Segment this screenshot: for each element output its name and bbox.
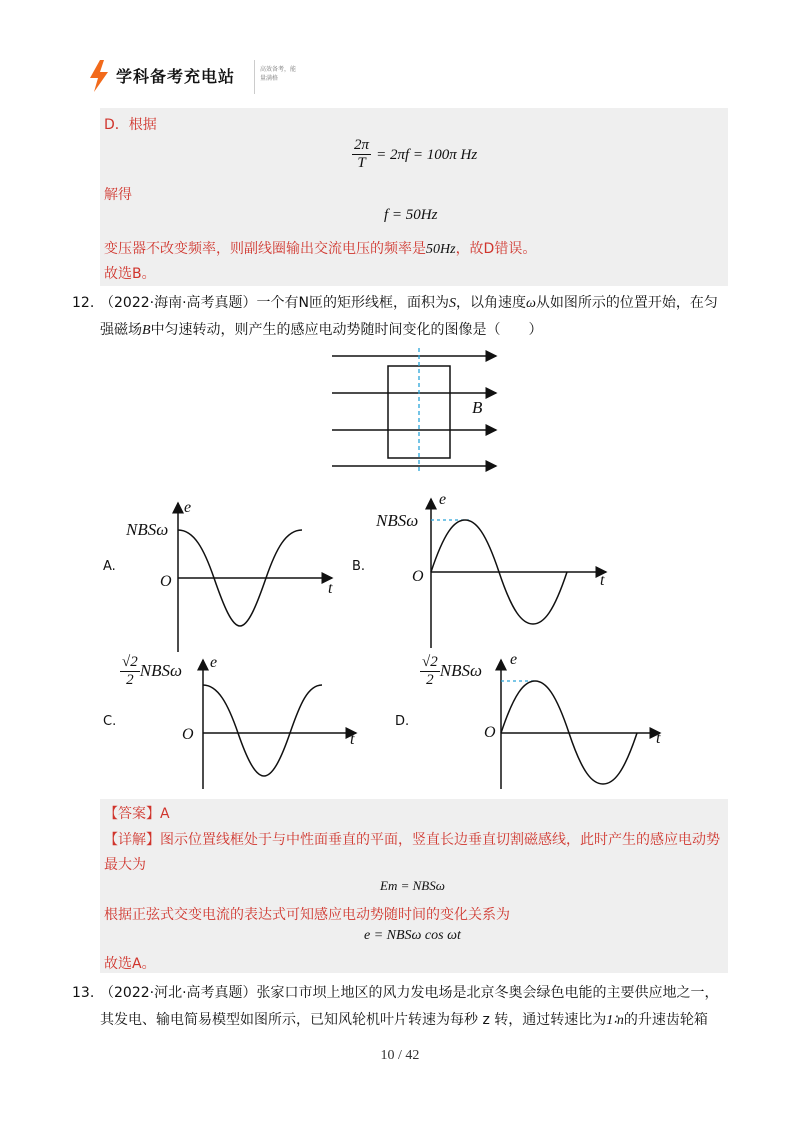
q12-text-e: 中匀速转动，则产生的感应电动势随时间变化的图像是（ ） xyxy=(150,322,543,338)
option-d-axis-t: t xyxy=(656,730,661,747)
option-d-graph xyxy=(492,654,668,794)
option-a-origin: O xyxy=(160,573,172,590)
option-c-origin: O xyxy=(182,726,194,743)
q12-eq-e: e = NBSω cos ωt xyxy=(364,928,461,943)
logo-divider xyxy=(254,60,255,94)
option-b-amplitude: NBSω xyxy=(376,511,419,530)
conclusion-value: 50Hz xyxy=(426,242,456,257)
q13-line-2 xyxy=(100,1007,708,1034)
option-c-amp-den: 2 xyxy=(126,672,134,688)
prev-conclusion xyxy=(104,238,536,258)
option-d-origin: O xyxy=(484,724,496,741)
eq1-denominator: T xyxy=(357,155,366,171)
q13-line-1: （2022·河北·高考真题）张家口市坝上地区的风力发电场是北京冬奥会绿色电能的主要供应地之一， xyxy=(100,985,719,1001)
q12-choose: 故选A。 xyxy=(104,956,156,972)
option-d-amp-text: NBSω xyxy=(439,661,482,680)
q13-ratio: 1∶n xyxy=(606,1013,624,1028)
field-label: B xyxy=(472,398,483,417)
option-a-axis-e: e xyxy=(184,499,192,516)
prev-d-head: D．根据 xyxy=(104,117,157,133)
option-c-amplitude xyxy=(120,654,182,689)
option-c-amp-num: √2 xyxy=(122,654,138,670)
option-a-amplitude: NBSω xyxy=(126,520,169,539)
option-c-axis-e: e xyxy=(210,654,218,671)
conclusion-text-b: ，故D错误。 xyxy=(455,241,537,257)
q13-text-a: 其发电、输电简易模型如图所示，已知风轮机叶片转速为每秒 z 转，通过转速比为 xyxy=(100,1012,607,1028)
option-c-axis-t: t xyxy=(350,731,355,748)
q12-answer: 【答案】A xyxy=(104,806,170,822)
option-b-letter: B. xyxy=(352,559,366,574)
option-b-graph xyxy=(422,493,614,653)
logo-subtitle: 高效备考，能量满格 xyxy=(260,66,297,82)
q12-eq-em: Em = NBSω xyxy=(380,878,445,893)
prev-equation-2: f = 50Hz xyxy=(384,207,438,223)
q12-var-b: B xyxy=(142,323,151,338)
option-c-letter: C. xyxy=(103,714,117,729)
option-d-letter: D. xyxy=(395,714,410,729)
q13-number: 13. xyxy=(72,985,95,1001)
eq1-rest: = 2πf = 100π Hz xyxy=(376,147,478,163)
eq1-numerator: 2π xyxy=(354,137,370,153)
q12-text-a: （2022·海南·高考真题）一个有N匝的矩形线框，面积为 xyxy=(100,295,450,311)
page-number: 10 / 42 xyxy=(380,1048,420,1063)
site-logo xyxy=(88,58,297,96)
option-c-amp-text: NBSω xyxy=(139,661,182,680)
option-b-origin: O xyxy=(412,568,424,585)
logo-text: 学科备考充电站 xyxy=(116,67,236,86)
option-a-letter: A. xyxy=(103,559,116,574)
option-d-amplitude xyxy=(420,654,482,689)
q12-line-2 xyxy=(100,317,543,344)
q13-text-b: 的升速齿轮箱 xyxy=(623,1012,708,1028)
lightning-icon xyxy=(88,60,110,92)
q12-text-b: ，以角速度 xyxy=(456,295,527,311)
prev-choose: 故选B。 xyxy=(104,266,156,282)
q12-text-c: 从如图所示的位置开始，在匀 xyxy=(535,295,718,311)
option-c-graph xyxy=(194,654,364,794)
conclusion-text-a: 变压器不改变频率，则副线圈输出交流电压的频率是 xyxy=(104,241,426,257)
q12-detail-line-3: 根据正弦式交变电流的表达式可知感应电动势随时间的变化关系为 xyxy=(104,907,510,923)
option-c-curve xyxy=(203,685,322,776)
prev-equation-1 xyxy=(352,137,477,172)
q12-number: 12. xyxy=(72,295,95,311)
option-d-axis-e: e xyxy=(510,651,518,668)
option-b-axis-t: t xyxy=(600,572,605,589)
q12-text-d: 强磁场 xyxy=(100,322,142,338)
q12-var-s: S xyxy=(449,296,457,311)
prev-solve: 解得 xyxy=(104,187,132,203)
option-a-axis-t: t xyxy=(328,580,333,597)
q12-detail-line-1: 【详解】图示位置线框处于与中性面垂直的平面，竖直长边垂直切割磁感线，此时产生的感应电动势 xyxy=(104,832,720,848)
option-b-axis-e: e xyxy=(439,491,447,508)
option-d-amp-den: 2 xyxy=(426,672,434,688)
option-a-graph xyxy=(170,497,340,657)
q12-line-1 xyxy=(100,290,718,317)
option-d-amp-num: √2 xyxy=(422,654,438,670)
q12-detail-line-2: 最大为 xyxy=(104,857,146,873)
q12-var-omega: ω xyxy=(526,296,536,311)
prev-solution-block xyxy=(100,108,728,286)
